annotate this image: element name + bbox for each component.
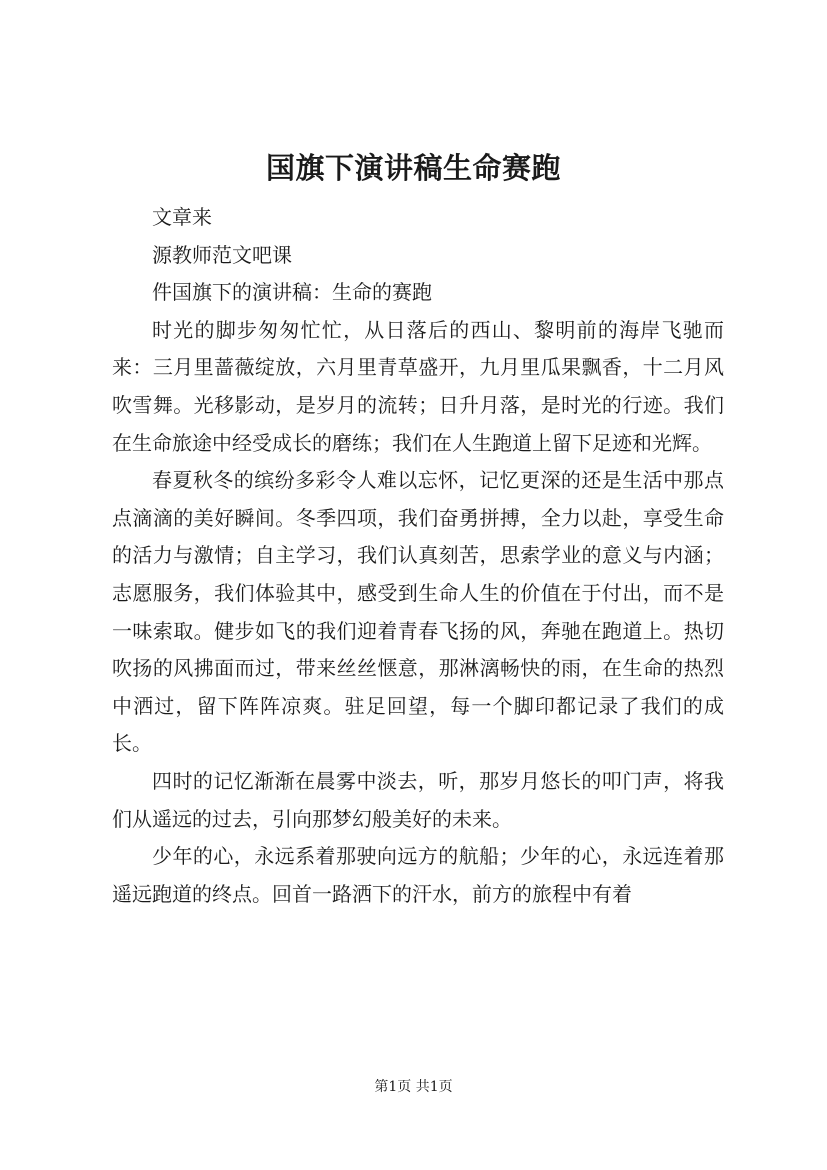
paragraph-source-3: 件国旗下的演讲稿：生命的赛跑 <box>152 280 432 305</box>
document-title: 国旗下演讲稿生命赛跑 <box>265 151 561 185</box>
paragraph-1: 时光的脚步匆匆忙忙，从日落后的西山、黎明前的海岸飞驰而来：三月里蔷薇绽放，六月里青草盛开，九月里瓜果飘香，十二月风吹雪舞。光移影动，是岁月的流转；日升月落，是时光的行迹。我们在生命旅途中经受成长的磨练；我们在人生跑道上留下足迹和光辉。 <box>112 317 724 455</box>
paragraph-3: 四时的记忆渐渐在晨雾中淡去，听，那岁月悠长的叩门声，将我们从遥远的过去，引向那梦幻般美好的未来。 <box>112 768 724 831</box>
page-number: 第1页 共1页 <box>374 1079 453 1095</box>
paragraph-2: 春夏秋冬的缤纷多彩令人难以忘怀，记忆更深的还是生活中那点点滴滴的美好瞬间。冬季四项，我们奋勇拼搏，全力以赴，享受生命的活力与激情；自主学习，我们认真刻苦，思索学业的意义与内涵；志愿服务，我们体验其中，感受到生命人生的价值在于付出，而不是一味索取。健步如飞的我们迎着青春飞扬的风，奔驰在跑道上。热切吹扬的风拂面而过，带来丝丝惬意，那淋漓畅快的雨，在生命的热烈中洒过，留下阵阵凉爽。驻足回望，每一个脚印都记录了我们的成长。 <box>112 468 724 756</box>
paragraph-source-2: 源教师范文吧课 <box>152 242 292 267</box>
document-body <box>112 199 724 913</box>
paragraph-4: 少年的心，永远系着那驶向远方的航船；少年的心，永远连着那遥远跑道的终点。回首一路洒下的汗水，前方的旅程中有着 <box>112 844 724 906</box>
paragraph-source-1: 文章来 <box>152 205 212 229</box>
